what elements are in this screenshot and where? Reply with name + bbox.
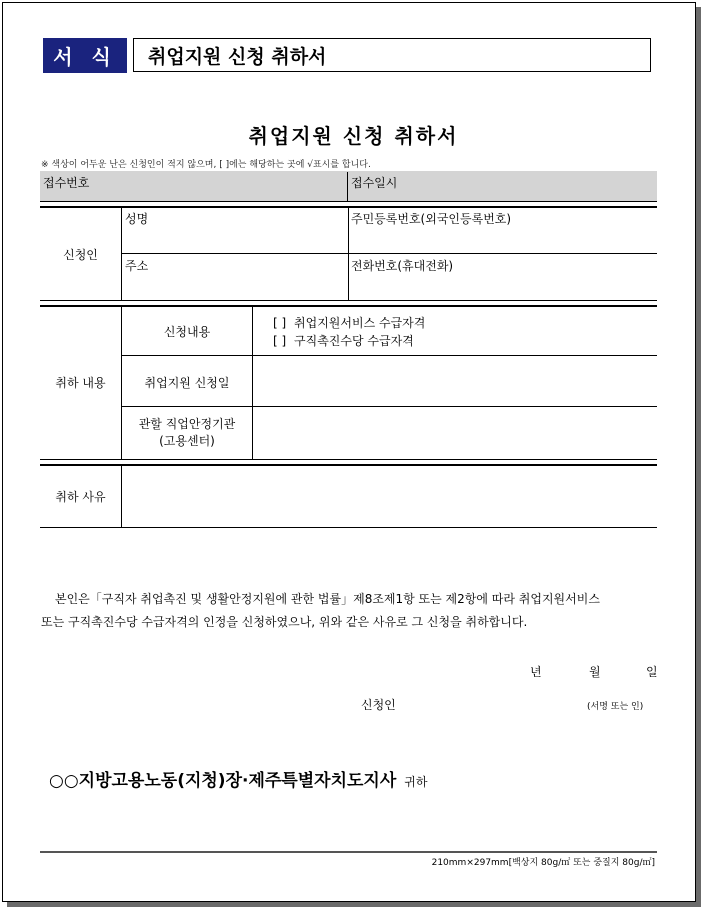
statement-line-2: 또는 구직촉진수당 수급자격의 인정을 신청하였으나, 위와 같은 사유로 그 신청을 취하합니다.: [41, 615, 528, 629]
reason-section-label: 취하 사유: [55, 490, 106, 504]
phone-label: 전화번호(휴대전화): [351, 259, 454, 273]
option-service-eligibility[interactable]: [273, 314, 425, 331]
form-type-badge: 서 식: [43, 38, 127, 73]
receipt-row: [40, 171, 657, 201]
footer-rule: [40, 851, 657, 853]
checkbox-service[interactable]: [ ]: [273, 316, 287, 330]
paper-spec: 210mm×297mm[백상지 80g/㎡ 또는 중질지 80g/㎡]: [431, 858, 655, 868]
receipt-divider: [347, 172, 348, 201]
checkbox-allowance[interactable]: [ ]: [273, 334, 287, 348]
agency-label-line1: 관할 직업안정기관: [138, 417, 236, 431]
withdrawal-field-divider: [252, 306, 253, 459]
receipt-number-label: 접수번호: [43, 176, 90, 190]
withdrawal-bottom-border: [40, 459, 657, 460]
signature-label: 신청인: [361, 698, 396, 712]
header-title: 취업지원 신청 취하서: [133, 38, 651, 72]
withdrawal-section-label: 취하 내용: [55, 376, 106, 390]
option-allowance-eligibility[interactable]: [273, 332, 414, 349]
reason-bottom-border: [40, 527, 657, 528]
withdrawal-top-border: [40, 305, 657, 307]
withdrawal-row-divider-1: [121, 355, 657, 356]
date-day: 일: [646, 665, 658, 679]
agency-label-line2: (고용센터): [159, 434, 215, 448]
withdrawal-row-divider-2: [121, 406, 657, 407]
applicant-bottom-border: [40, 300, 657, 301]
document-title: 취업지원 신청 취하서: [248, 124, 459, 148]
instruction-note: ※ 색상이 어두운 난은 신청인이 적지 않으며, [ ]에는 해당하는 곳에 √표시를 합니다.: [41, 160, 371, 170]
address-label: 주소: [125, 259, 149, 273]
applicant-row-divider: [121, 253, 657, 254]
recipient-suffix: 귀하: [404, 775, 428, 789]
option-service-label: 취업지원서비스 수급자격: [294, 316, 426, 330]
reason-top-border: [40, 464, 657, 466]
applicant-section-label: 신청인: [63, 248, 98, 262]
signature-hint: (서명 또는 인): [587, 702, 644, 712]
recipient-name: ○○지방고용노동(지청)장·제주특별자치도지사: [49, 771, 397, 791]
name-label: 성명: [125, 212, 149, 226]
content-label: 신청내용: [163, 325, 211, 339]
id-number-label: 주민등록번호(외국인등록번호): [351, 212, 512, 226]
apply-date-label: 취업지원 신청일: [144, 376, 230, 390]
receipt-date-label: 접수일시: [351, 176, 398, 190]
date-month: 월: [589, 665, 601, 679]
option-allowance-label: 구직촉진수당 수급자격: [294, 334, 414, 348]
reason-label-divider: [121, 465, 122, 527]
recipient-line: [49, 766, 427, 791]
statement-paragraph: [41, 588, 659, 634]
statement-line-1: 본인은「구직자 취업촉진 및 생활안정지원에 관한 법률」제8조제1항 또는 제2항에 따라 취업지원서비스: [55, 592, 600, 606]
agency-label: [122, 416, 252, 450]
receipt-bottom-border: [40, 201, 657, 202]
date-year: 년: [530, 665, 542, 679]
